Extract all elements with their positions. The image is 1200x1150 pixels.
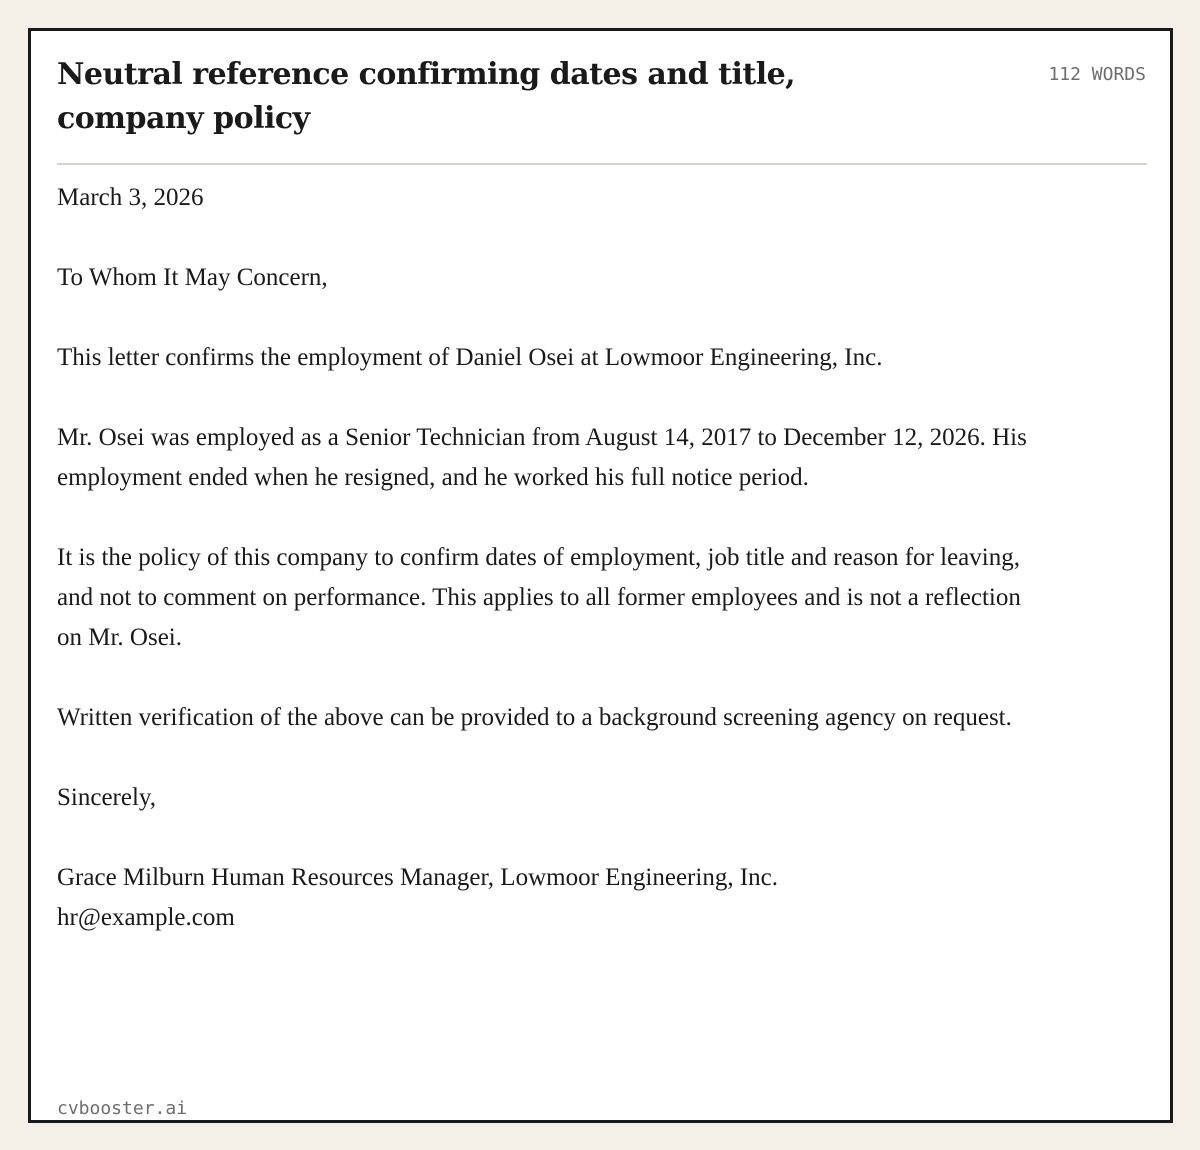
letter-closing: Sincerely, [57,784,157,811]
letter-date: March 3, 2026 [57,184,204,211]
letter-paragraph: Mr. Osei was employed as a Senior Technician from August 14, 2017 to December 12, 2026. His employment ended when he resigned, and he worked his full notice period. [57,424,1027,491]
letter-paragraph: Written verification of the above can be provided to a background screening agency on request. [57,704,1012,731]
letter-salutation: To Whom It May Concern, [57,264,328,291]
card-header [57,53,1147,165]
letter-paragraph: It is the policy of this company to confirm dates of employment, job title and reason for leaving, and not to comment on performance. This applies to all former employees and is not a reflection on Mr. Osei. [57,544,1021,651]
reference-letter-card [28,28,1173,1123]
footer-brand: cvbooster.ai [57,1098,188,1119]
letter-email: hr@example.com [57,904,235,931]
word-count-badge: 112 WORDS [1048,64,1146,85]
letter-title: Neutral reference confirming dates and title, company policy [57,57,796,136]
letter-signature: Grace Milburn Human Resources Manager, Lowmoor Engineering, Inc. [57,864,778,891]
letter-paragraph: This letter confirms the employment of Daniel Osei at Lowmoor Engineering, Inc. [57,344,883,371]
letter-body [57,178,1047,938]
